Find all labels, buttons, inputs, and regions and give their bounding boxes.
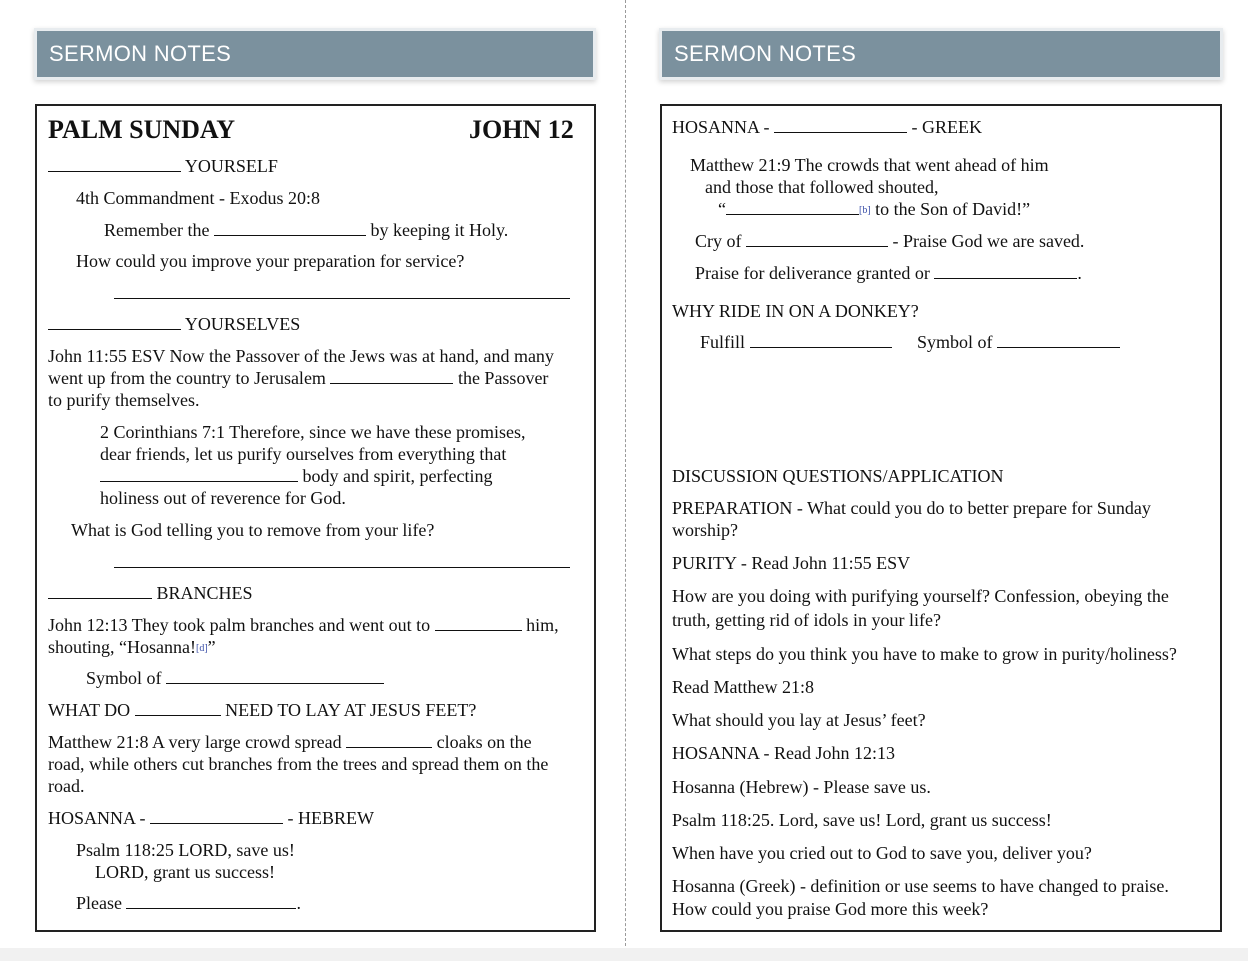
corinthians-line2: dear friends, let us purify ourselves from everything that (100, 444, 507, 464)
question-preparation: How could you improve your preparation for service? (76, 251, 465, 271)
psalm-line2: LORD, grant us success! (95, 862, 275, 882)
psalm-line1: Psalm 118:25 LORD, save us! (76, 840, 295, 860)
yourself-line: YOURSELF (48, 155, 278, 177)
corinthians-line3: body and spirit, perfecting (100, 465, 492, 487)
fill-blank[interactable] (126, 892, 296, 909)
page-title: PALM SUNDAY (48, 115, 236, 144)
fill-blank[interactable] (48, 313, 181, 330)
what-do-line: WHAT DO NEED TO LAY AT JESUS FEET? (48, 700, 477, 720)
fill-blank[interactable] (166, 667, 384, 684)
fill-blank[interactable] (997, 331, 1120, 348)
john-12-13-line2: shouting, “Hosanna![d]” (48, 637, 216, 657)
purify-q-line1: How are you doing with purifying yourself? Confession, obeying the (672, 586, 1169, 606)
matthew-21-8-line3: road. (48, 776, 85, 796)
donkey-heading: WHY RIDE IN ON A DONKEY? (672, 301, 919, 321)
preparation-q-line2: worship? (672, 520, 738, 540)
john-11-55-line3: to purify themselves. (48, 390, 200, 410)
purity-line: PURITY - Read John 11:55 ESV (672, 553, 911, 573)
steps-q: What steps do you think you have to make to grow in purity/holiness? (672, 644, 1177, 664)
read-matthew-line: Read Matthew 21:8 (672, 677, 814, 697)
remember-line: Remember the by keeping it Holy. (104, 220, 509, 240)
commandment-line: 4th Commandment - Exodus 20:8 (76, 188, 320, 208)
john-11-55-line1: John 11:55 ESV Now the Passover of the Jews was at hand, and many (48, 346, 554, 366)
please-line: Please . (76, 893, 301, 913)
fill-blank[interactable] (48, 582, 152, 599)
discussion-heading: DISCUSSION QUESTIONS/APPLICATION (672, 466, 1004, 486)
hosanna-greek-line: HOSANNA - - GREEK (672, 117, 983, 137)
fill-blank[interactable] (435, 614, 522, 631)
fill-blank[interactable] (135, 699, 221, 716)
fill-blank[interactable] (150, 807, 283, 824)
john-12-13-line1: John 12:13 They took palm branches and went out to him, (48, 615, 559, 635)
hosanna-hebrew-line: HOSANNA - - HEBREW (48, 808, 374, 828)
matthew-21-9-line1: Matthew 21:9 The crowds that went ahead of him (690, 155, 1049, 175)
scripture-title: JOHN 12 (469, 115, 574, 144)
psalm-118-line: Psalm 118:25. Lord, save us! Lord, grant us success! (672, 810, 1052, 830)
answer-line[interactable] (114, 567, 570, 568)
left-header: SERMON NOTES (37, 31, 593, 77)
footnote-link[interactable]: [b] (859, 205, 871, 216)
fill-blank[interactable] (346, 731, 432, 748)
corinthians-line4: holiness out of reverence for God. (100, 488, 346, 508)
fill-blank[interactable] (750, 331, 892, 348)
praise-line: Praise for deliverance granted or . (695, 263, 1082, 283)
fill-blank[interactable] (774, 116, 907, 133)
right-header: SERMON NOTES (662, 31, 1220, 77)
hosanna-read-line: HOSANNA - Read John 12:13 (672, 743, 895, 763)
preparation-q-line1: PREPARATION - What could you do to better prepare for Sunday (672, 498, 1151, 518)
fill-blank[interactable] (214, 219, 366, 236)
lay-feet-q: What should you lay at Jesus’ feet? (672, 710, 926, 730)
symbol-line: Symbol of (86, 667, 384, 689)
answer-line[interactable] (114, 298, 570, 299)
praise-q: How could you praise God more this week? (672, 899, 989, 919)
fill-blank[interactable] (746, 230, 888, 247)
fill-blank[interactable] (726, 198, 859, 215)
question-remove: What is God telling you to remove from your life? (71, 520, 435, 540)
fulfill-line: Fulfill (700, 331, 892, 353)
fill-blank[interactable] (330, 367, 453, 384)
matthew-21-8-line1: Matthew 21:8 A very large crowd spread cloaks on the (48, 732, 532, 752)
fill-blank[interactable] (48, 155, 181, 172)
corinthians-line1: 2 Corinthians 7:1 Therefore, since we have these promises, (100, 422, 526, 442)
hosanna-hebrew-def: Hosanna (Hebrew) - Please save us. (672, 777, 931, 797)
matthew-21-8-line2: road, while others cut branches from the trees and spread them on the (48, 754, 549, 774)
cried-out-q: When have you cried out to God to save you, deliver you? (672, 843, 1092, 863)
fill-blank[interactable] (934, 262, 1077, 279)
symbol-of-line: Symbol of (917, 331, 1120, 353)
matthew-21-9-line2: and those that followed shouted, (705, 177, 939, 197)
purify-q-line2: truth, getting rid of idols in your life? (672, 610, 941, 630)
yourselves-line: YOURSELVES (48, 313, 300, 335)
footnote-link[interactable]: [d] (195, 643, 208, 654)
cry-of-line: Cry of - Praise God we are saved. (695, 231, 1085, 251)
matthew-21-9-line3: “ [b] to the Son of David!” (718, 199, 1031, 219)
fill-blank[interactable] (100, 465, 298, 482)
page-divider (625, 0, 626, 961)
bottom-bar (0, 948, 1248, 961)
john-11-55-line2: went up from the country to Jerusalem the Passover (48, 368, 549, 388)
branches-line: BRANCHES (48, 582, 253, 604)
hosanna-greek-def: Hosanna (Greek) - definition or use seems to have changed to praise. (672, 876, 1169, 896)
